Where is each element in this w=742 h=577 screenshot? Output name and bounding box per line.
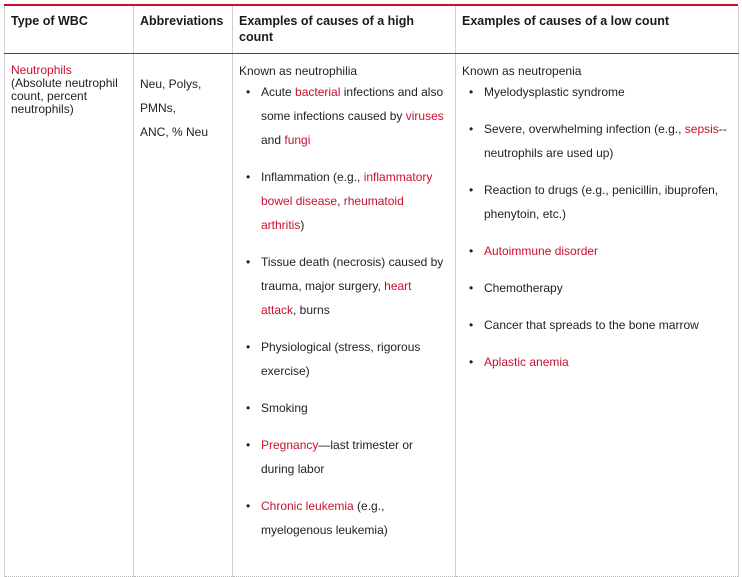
cause-text: Acute	[261, 85, 296, 99]
abbreviation-line: PMNs,	[140, 101, 176, 115]
bullet-icon: •	[469, 122, 474, 136]
condition-link[interactable]: rheumatoid arthritis	[261, 194, 404, 232]
cause-text: Myelodysplastic syndrome	[484, 85, 625, 99]
list-item	[246, 165, 449, 237]
wbc-type-link[interactable]: Neutrophils	[11, 63, 72, 77]
cause-text: (e.g., myelogenous leukemia)	[261, 499, 388, 537]
list-item	[469, 80, 732, 104]
bullet-icon: •	[246, 499, 251, 513]
condition-link[interactable]: Chronic leukemia	[261, 499, 354, 513]
cause-text: infections and also some infections caused by	[261, 85, 444, 123]
low-causes-list	[462, 80, 732, 374]
bullet-icon: •	[246, 255, 251, 269]
condition-link[interactable]: Pregnancy	[261, 438, 319, 452]
cause-text: --neutrophils are used up)	[484, 122, 727, 160]
bullet-icon: •	[246, 85, 251, 99]
bullet-icon: •	[469, 85, 474, 99]
bullet-icon: •	[246, 340, 251, 354]
cell-abbreviations	[134, 54, 233, 577]
cause-text: Inflammation (e.g.,	[261, 170, 364, 184]
cause-text: )	[300, 218, 305, 232]
bullet-icon: •	[246, 401, 251, 415]
bullet-icon: •	[246, 170, 251, 184]
cell-low-causes	[456, 54, 739, 577]
list-item	[246, 494, 449, 542]
bullet-icon: •	[469, 355, 474, 369]
wbc-table	[4, 6, 739, 577]
low-intro: Known as neutropenia	[462, 64, 582, 78]
condition-link[interactable]: fungi	[284, 133, 311, 147]
list-item	[469, 117, 732, 165]
list-item	[246, 396, 449, 420]
bullet-icon: •	[469, 183, 474, 197]
cause-text: and	[261, 133, 285, 147]
list-item	[469, 178, 732, 226]
cause-text: Reaction to drugs (e.g., penicillin, ibuprofen, phenytoin, etc.)	[484, 183, 719, 221]
condition-link[interactable]: sepsis	[684, 122, 719, 136]
list-item	[469, 276, 732, 300]
bullet-icon: •	[469, 244, 474, 258]
list-item	[246, 433, 449, 481]
abbreviation-line: Neu, Polys,	[140, 77, 202, 91]
condition-link[interactable]: viruses	[405, 109, 444, 123]
header-row	[5, 6, 739, 54]
list-item	[246, 250, 449, 322]
cause-text: —last trimester or during labor	[261, 438, 414, 476]
header-abbreviations: Abbreviations	[134, 6, 233, 54]
cause-text: Chemotherapy	[484, 281, 563, 295]
condition-link[interactable]: inflammatory bowel disease	[261, 170, 433, 208]
condition-link[interactable]: bacterial	[295, 85, 341, 99]
list-item	[246, 80, 449, 152]
abbreviation-line: ANC, % Neu	[140, 125, 209, 139]
cause-text: Tissue death (necrosis) caused by trauma, major surgery,	[261, 255, 444, 293]
cause-text: Severe, overwhelming infection (e.g.,	[484, 122, 685, 136]
bullet-icon: •	[469, 281, 474, 295]
high-causes-list	[239, 80, 449, 542]
high-intro: Known as neutrophilia	[239, 64, 358, 78]
list-item	[469, 239, 732, 263]
header-high-count: Examples of causes of a high count	[233, 6, 456, 54]
cause-text: , burns	[293, 303, 330, 317]
header-type: Type of WBC	[5, 6, 134, 54]
bullet-icon: •	[246, 438, 251, 452]
condition-link[interactable]: Autoimmune disorder	[484, 244, 599, 258]
bullet-icon: •	[469, 318, 474, 332]
cell-high-causes	[233, 54, 456, 577]
cause-text: Cancer that spreads to the bone marrow	[484, 318, 699, 332]
list-item	[246, 335, 449, 383]
condition-link[interactable]: heart attack	[261, 279, 412, 317]
table-row	[5, 54, 739, 577]
cause-text: Smoking	[261, 401, 308, 415]
header-low-count: Examples of causes of a low count	[456, 6, 739, 54]
list-item	[469, 313, 732, 337]
abbreviation-list	[140, 72, 226, 144]
cell-type	[5, 54, 134, 577]
list-item	[469, 350, 732, 374]
cause-text: Physiological (stress, rigorous exercise)	[261, 340, 421, 378]
condition-link[interactable]: Aplastic anemia	[484, 355, 569, 369]
cause-text: ,	[337, 194, 344, 208]
wbc-type-description: (Absolute neutrophil count, percent neutrophils)	[11, 76, 118, 116]
